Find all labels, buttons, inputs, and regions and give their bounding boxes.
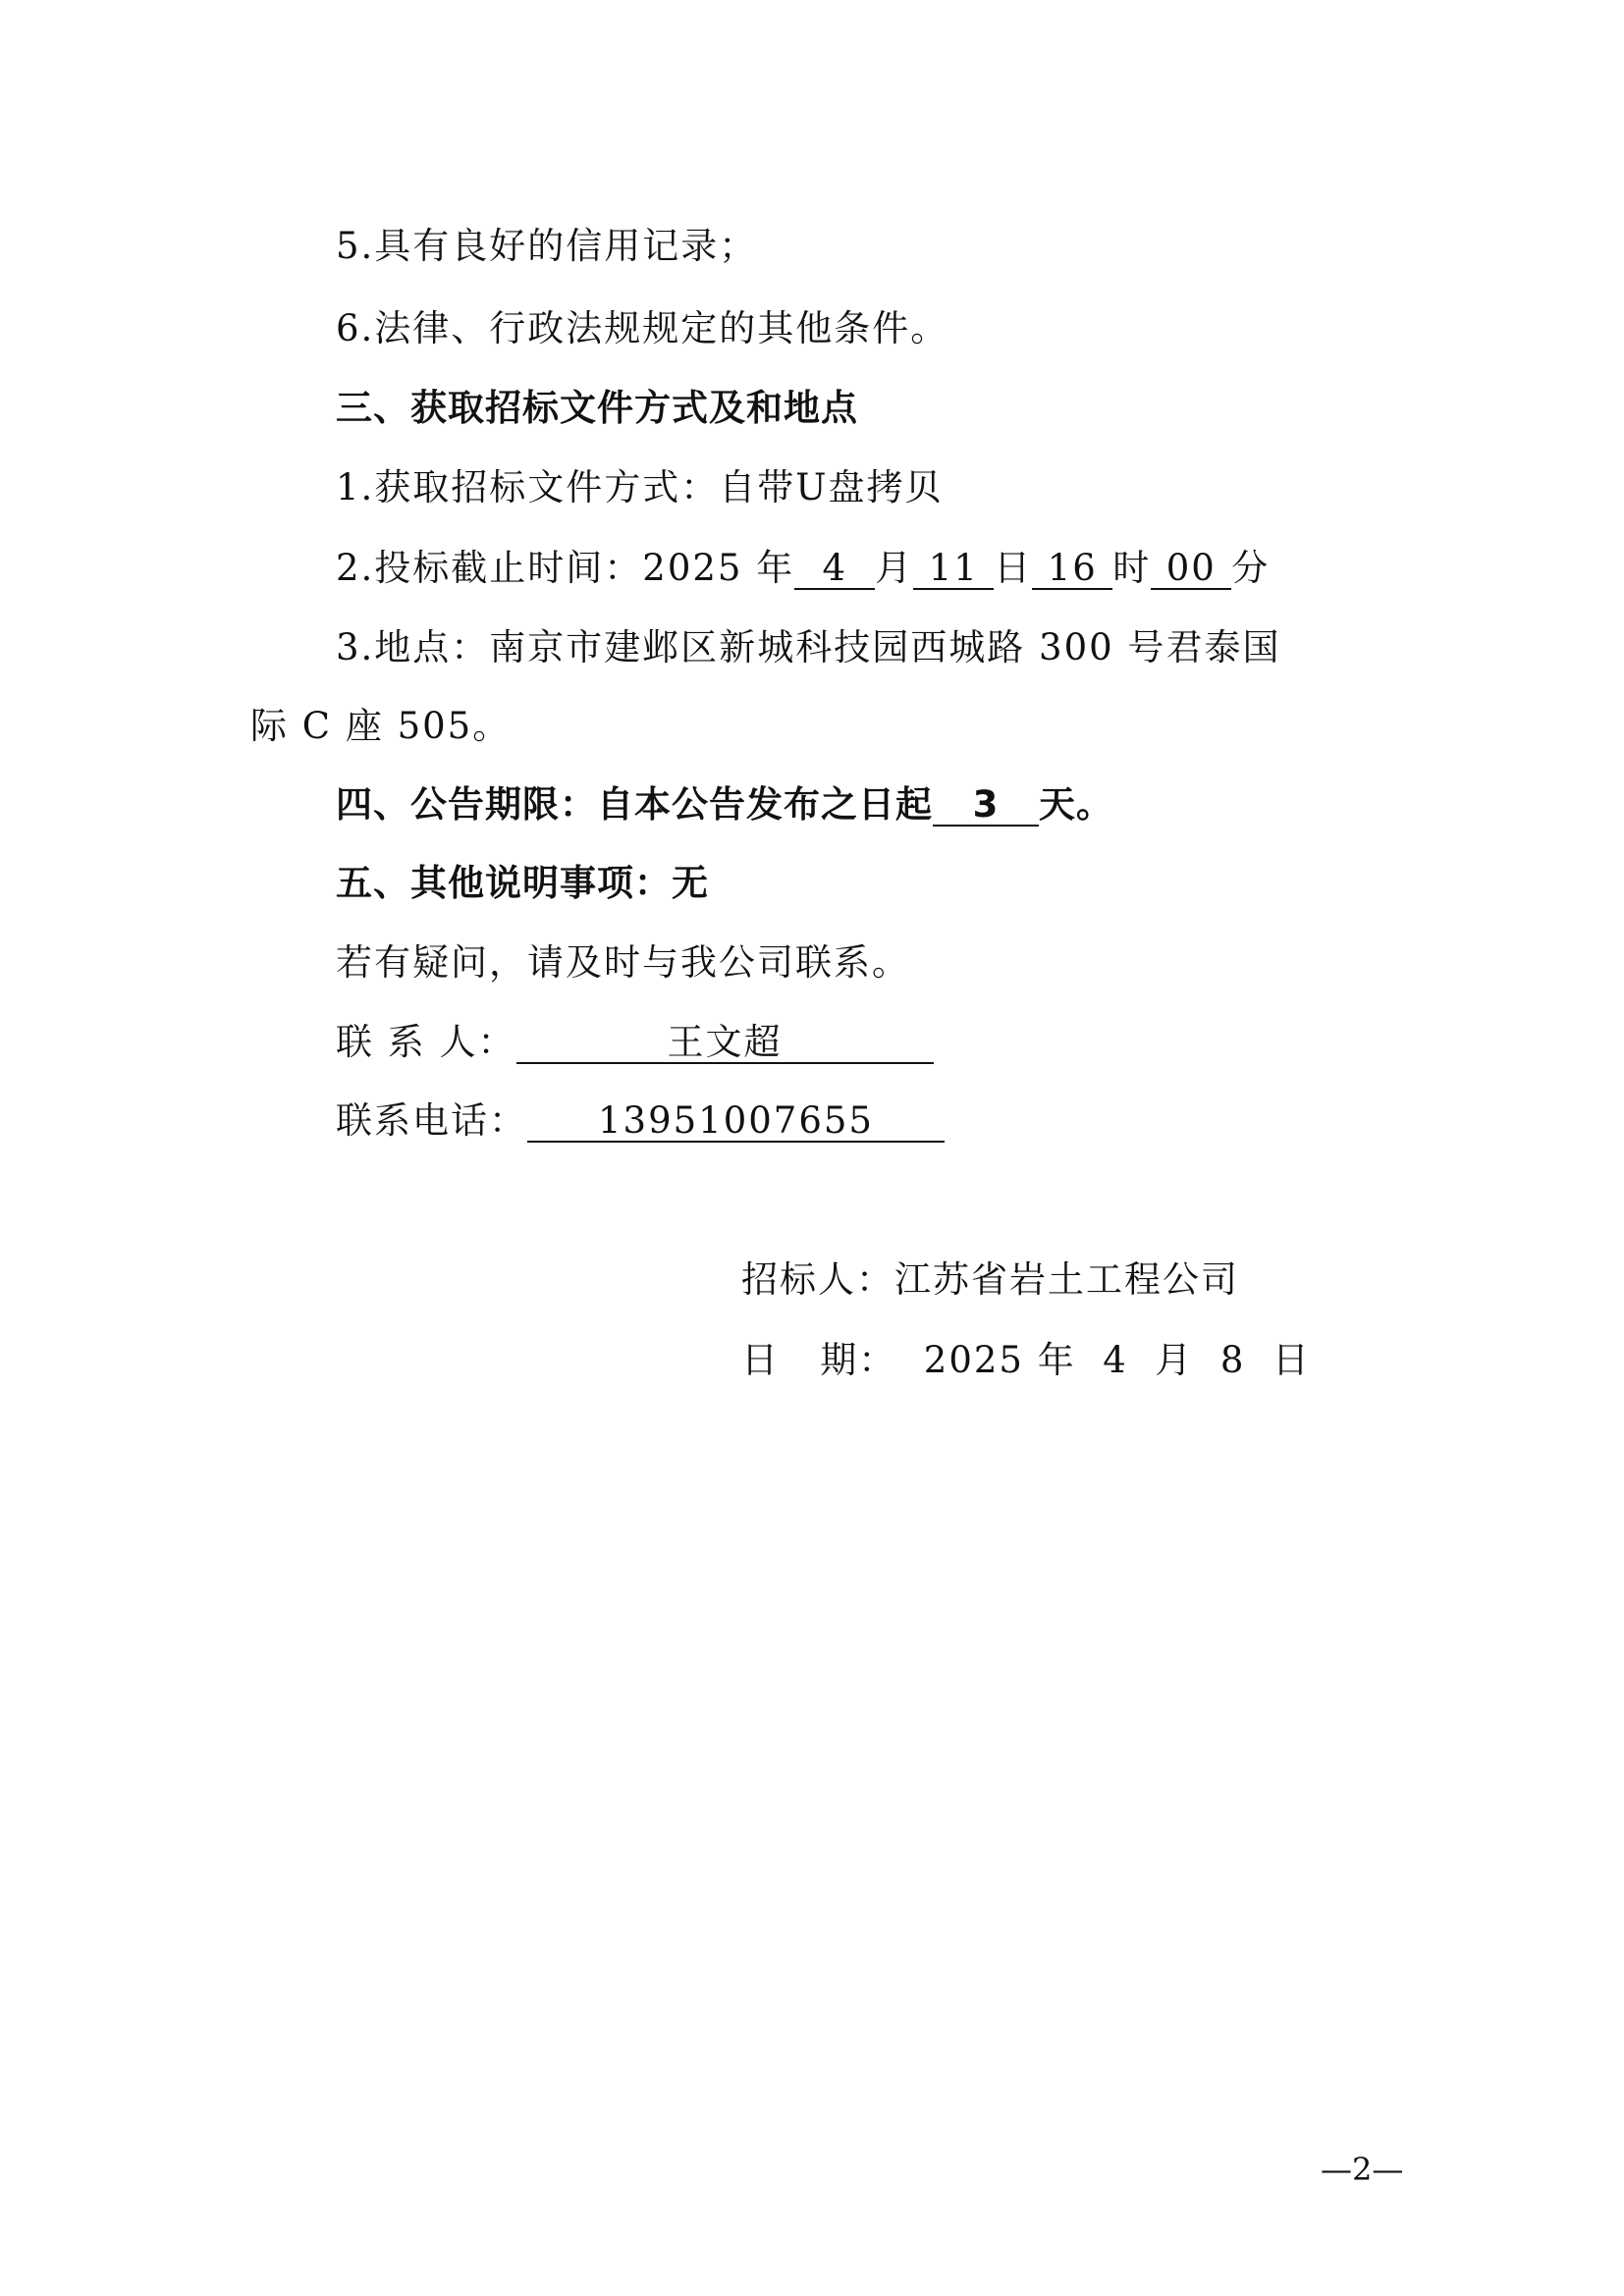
announcement-period-prefix: 四、公告期限：自本公告发布之日起 bbox=[336, 783, 933, 826]
deadline-month-unit: 月 bbox=[875, 547, 914, 589]
deadline-hour: 16 bbox=[1032, 549, 1112, 590]
deadline-minute-unit: 分 bbox=[1231, 547, 1271, 589]
bid-deadline bbox=[336, 546, 1270, 591]
section-3-heading: 三、获取招标文件方式及和地点 bbox=[336, 387, 858, 429]
announcement-days: 3 bbox=[933, 785, 1039, 827]
contact-person-value: 王文超 bbox=[516, 1023, 934, 1064]
contact-phone bbox=[336, 1098, 945, 1144]
deadline-hour-unit: 时 bbox=[1112, 547, 1152, 589]
deadline-month: 4 bbox=[794, 549, 875, 590]
section-5-heading: 五、其他说明事项：无 bbox=[336, 862, 709, 904]
announcement-period bbox=[336, 782, 1113, 828]
requirement-item-6: 6.法律、行政法规规定的其他条件。 bbox=[336, 307, 949, 349]
location-line-2: 际 C 座 505。 bbox=[250, 705, 512, 747]
contact-phone-value: 13951007655 bbox=[527, 1101, 945, 1143]
deadline-day: 11 bbox=[913, 549, 994, 590]
location-line-1: 3.地点：南京市建邺区新城科技园西城路 300 号君泰国 bbox=[336, 626, 1281, 668]
announcement-period-suffix: 天。 bbox=[1039, 783, 1113, 826]
contact-person bbox=[336, 1020, 934, 1065]
contact-person-label: 联 系 人： bbox=[336, 1021, 516, 1063]
tenderer-signature: 招标人：江苏省岩土工程公司 bbox=[741, 1258, 1239, 1301]
deadline-day-unit: 日 bbox=[994, 547, 1033, 589]
bid-deadline-prefix: 2.投标截止时间：2025 年 bbox=[336, 547, 795, 589]
contact-intro: 若有疑问，请及时与我公司联系。 bbox=[336, 941, 910, 984]
signature-date: 日 期： 2025 年 4 月 8 日 bbox=[741, 1339, 1311, 1381]
requirement-item-5: 5.具有良好的信用记录； bbox=[336, 225, 758, 267]
contact-phone-label: 联系电话： bbox=[336, 1099, 527, 1142]
acquisition-method: 1.获取招标文件方式：自带U盘拷贝 bbox=[336, 466, 944, 508]
deadline-minute: 00 bbox=[1151, 549, 1231, 590]
page-number: —2— bbox=[1321, 2151, 1404, 2188]
